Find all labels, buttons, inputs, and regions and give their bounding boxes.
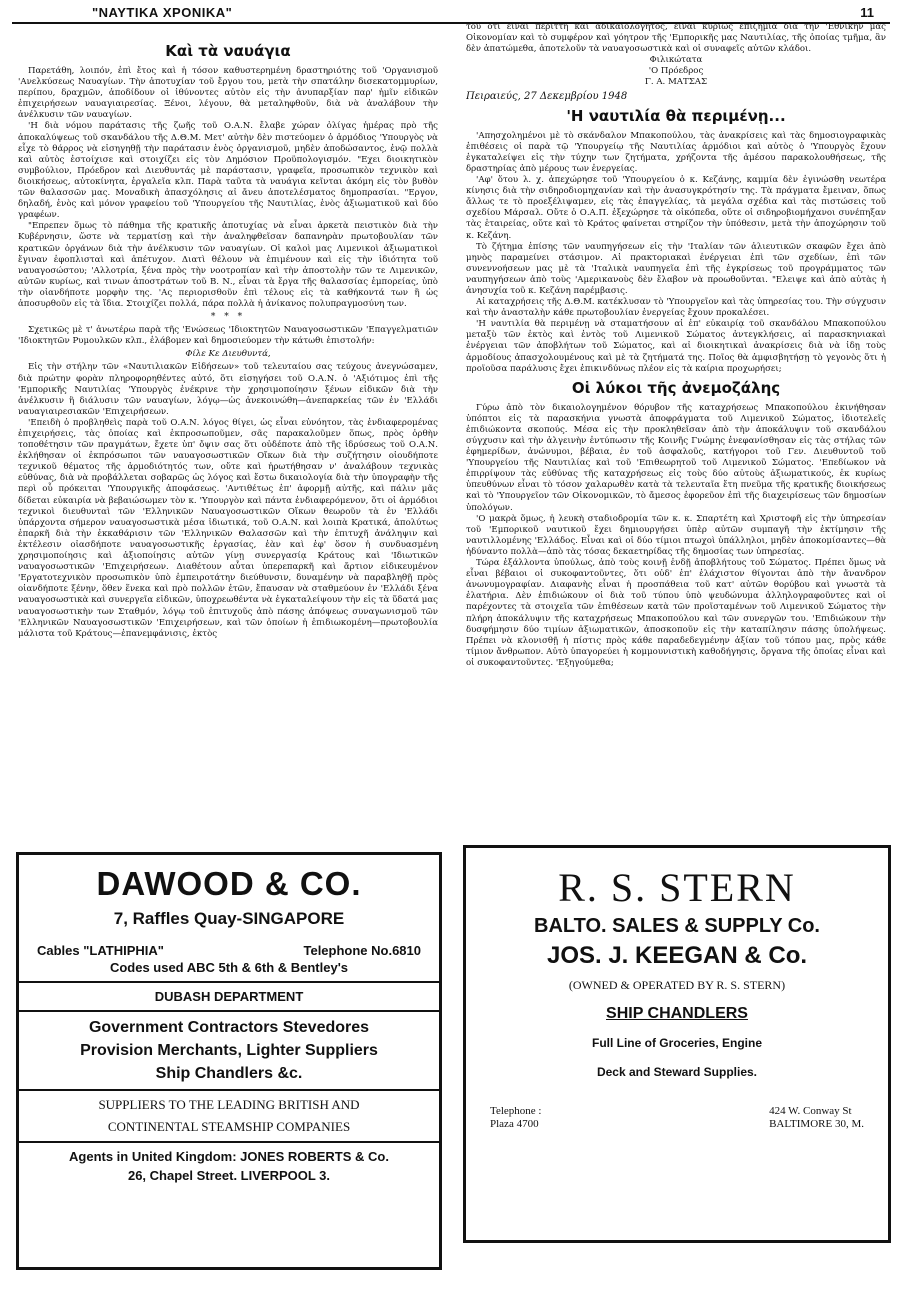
signatory-title: 'Ο Πρόεδρος	[648, 66, 704, 77]
page-header	[12, 2, 890, 24]
company-name: R. S. STERN	[558, 865, 796, 910]
article-paragraph: Τὸ ζήτημα ἐπίσης τῶν ναυπηγήσεων εἰς τὴν 'Ιταλίαν τῶν ἁλιευτικῶν σκαφῶν ἔχει ἀπὸ μηνὸς παραμείνει στάσιμον. Αἱ πρακτοριακαὶ ἐνέργειαι ἐπὶ τῶν σχεδίων, ἐπὶ τῶν συνεννοήσεων μας μὲ τὰ 'Ιταλικὰ ναυπηγεῖα ἐπὶ τῆς ἐγκρίσεως τοῦ προγράμματος τῶν ναυπηγήσεων ἀπὸ τοὺς 'Αμερικανοὺς δὲν ἔλαβον νὰ προωθοῦνται. "Ελειψε καὶ ἀπὸ αὐτὰς ἡ ἀνησυχία τοῦ κ. Κεζάνη παρέμβασις.	[466, 241, 886, 296]
stern-advertisement	[463, 845, 891, 1243]
suppliers-line: CONTINENTAL STEAMSHIP COMPANIES	[107, 1119, 351, 1134]
contact-footer	[466, 1105, 888, 1131]
article-paragraph: 'Απησχολημένοι μὲ τὸ σκάνδαλον Μπακοπούλου, τὰς ἀνακρίσεις καὶ τὰς δημοσιογραφικὰς ἐπιθέσεις οἱ παρὰ τῷ 'Υπουργείῳ τῆς Ναυτιλίας ἁρμόδιοι καὶ αὐτὸς ὁ 'Υπουργὸς ἔχουν ἐγκαταλείψει εἰς τὴν τύχην των ζητήματα, χρήζοντα τῆς ἀμέσου παρακολουθήσεως, τῆς δραστηρίας ἀπὸ μέρους των ἐνεργείας.	[466, 130, 886, 174]
article-paragraph: 'Ο μακρὰ ὅμως, ἡ λευκὴ σταδιοδρομία τῶν κ. κ. Σπαρτέτη καὶ Χριστοφῆ εἰς τὴν ὑπηρεσίαν τοῦ 'Εμπορικοῦ ναυτικοῦ ἔχει δημιουργήσει ὑπὲρ αὐτῶν συμπαγῆ τὴν ἐκτίμησιν τῆς ναυτιλλομένης 'Ελλάδος. Εἶναι καὶ οἱ δύο τίμιοι πτωχοὶ ὑπάλληλοι, μηδὲν ἀποκομίσαντες—θὰ ἠδύναντο πολλὰ—ἀπὸ τὰς τόσας δεκαετηρίδας τῆς δημοσίας των ὑπηρεσίας.	[466, 513, 886, 557]
service-line: Deck and Steward Supplies.	[596, 1065, 758, 1079]
company-line: JOS. J. KEEGAN & Co.	[546, 942, 808, 969]
codes-used: Codes used ABC 5th & 6th & Bentley's	[109, 960, 349, 975]
article-paragraph: "Επρεπεν ὅμως τὸ πάθημα τῆς κρατικῆς ἀποτυχίας νὰ εἶναι ἀρκετὰ πειστικὸν διὰ τὴν Κυβέρνησιν, ὥστε νὰ τερματίσῃ καὶ τὴν ἀναληφθεῖσαν δαπανηρὰν πρωτοβουλίαν τῶν κρατικῶν ὀργάνων διὰ τὴν ἀνέλκυσιν τῶν ναυαγίων. Οἱ καλοὶ μας Λιμενικοὶ ἀξιωματικοὶ ἔγιναν ἐφοπλισταὶ καὶ ἀπέτυχον. Διατὶ θέλουν νὰ ἐπιμένουν καὶ εἰς τὴν ἰδιότητα τοῦ ναυαγοσώστου; 'Αλλοτρία, ξένα πρὸς τὴν νοοτροπίαν καὶ τὴν ἀποστολὴν τῶν τε Λιμενικῶν, αὐτῶν κυρίως, καὶ τινων ἀποστράτων τοῦ Β. Ν., εἶναι τὰ ἔργα τῆς θαλασσίας ἐμπορείας, ὑπὸ τὴν οἱανδήποτε μορφὴν της. 'Ας περιορισθοῦν ἐπὶ τέλους εἰς τὰ καθήκοντά των ἢ ὡς ἀποσυρθοῦν εἰς τὰ ἴδια. Στοιχίζει πολλά, πάρα πολλὰ ἡ ἀνίκανος πολυπραγμοσύνη των.	[18, 221, 438, 309]
telephone-number: Plaza 4700	[490, 1118, 539, 1130]
city-address: BALTIMORE 30, M.	[769, 1118, 864, 1130]
address-block	[769, 1105, 864, 1131]
agents-line: Agents in United Kingdom: JONES ROBERTS & Co.	[69, 1149, 389, 1164]
street-address: 424 W. Conway St	[769, 1105, 852, 1117]
divider	[19, 981, 439, 983]
service-line: Full Line of Groceries, Engine	[591, 1036, 763, 1050]
service-line: Government Contractors Stevedores	[88, 1019, 370, 1036]
service-heading: SHIP CHANDLERS	[606, 1005, 748, 1022]
company-name: DAWOOD & CO.	[96, 865, 362, 902]
letter-closing: Φιλικώτατα	[649, 55, 703, 66]
letter-intro: Σχετικῶς μὲ τ' ἀνωτέρω παρὰ τῆς 'Ενώσεως 'Ιδιοκτητῶν Ναυαγοσωστικῶν 'Επαγγελματιῶν 'Ιδιοκτητῶν Ρυμουλκῶν κλπ., ἐλάβομεν καὶ δημοσιεύομεν τὴν κάτωθι ἐπιστολήν:	[18, 325, 438, 347]
telephone-label: Telephone :	[490, 1105, 542, 1117]
suppliers-line: SUPPLIERS TO THE LEADING BRITISH AND	[98, 1097, 360, 1112]
agents-address: 26, Chapel Street. LIVERPOOL 3.	[127, 1168, 331, 1183]
article-headline: Καὶ τὰ ναυάγια	[165, 42, 291, 60]
contact-row	[19, 943, 439, 958]
section-separator: * * *	[210, 312, 246, 323]
article-headline: 'Η ναυτιλία θὰ περιμένῃ...	[566, 106, 786, 125]
service-line: Provision Merchants, Lighter Suppliers	[80, 1042, 378, 1059]
article-paragraph: 'Η ναυτιλία θὰ περιμένῃ νὰ σταματήσουν αἱ ἐπ' εὐκαιρίᾳ τοῦ σκανδάλου Μπακοπούλου μεταξὺ τῶν ἐκτὸς καὶ ἐντὸς τοῦ Λιμενικοῦ Σώματος ἀντεγκλήσεις, αἱ παρασκηνιακαὶ ἐνέργειαι τῶν ἀποβλήτων τοῦ Σώματος, καὶ αἱ διοικητικαὶ ἀνακρίσεις διὰ νὰ ἰδῃ τοὺς ἁρμοδίους ἀπασχολουμένους καὶ μὲ τὰ ζητήματά της. Ποῖος θὰ ἀμφισβητήσῃ τὸ γεγονὸς ὅτι ἡ προϊοῦσα παράλυσις ἔχει ἐπικινδύνως πλέον εἰς τὰ καίρια προχωρήσει;	[466, 319, 886, 374]
telephone-number: Telephone No.6810	[303, 943, 421, 958]
article-paragraph: 'Αφ' ὅτου λ. χ. ἀπεχώρησε τοῦ 'Υπουργείου ὁ κ. Κεζάνης, καμμία δὲν ἐγινώσθη νεωτέρα κίνησις διὰ τὴν σιδηροδιομηχανίαν καὶ τὴν ἀνασυγκρότησίν της. Τὰ πράγματα ἔμειναν, ὅπως ἄλλως τε τὸ προεξέλιψαμεν, εἰς τὰς ἐπαγγελίας, τὰ μεγάλα σχέδια καὶ τὰς πιστώσεις τοῦ σχεδίου Μάρσαλ. Οὔτε ὁ Ο.Α.Π. ἐξεχώρησε τὰ οἰκόπεδα, οὔτε οἱ σιδηροβιομήχανοι συνέπηξαν τὰς ἑταιρείας, οὔτε καὶ τὸ Κράτος φαίνεται στηρίζον τὴν ὑπόθεσιν, μετὰ τὴν ἀποχώρησιν τοῦ κ. Κεζάνη.	[466, 175, 886, 241]
dawood-advertisement	[16, 852, 442, 1270]
telephone-block	[490, 1105, 541, 1131]
article-paragraph: Αἱ καταχρήσεις τῆς Δ.Θ.Μ. κατέκλυσαν τὸ 'Υπουργεῖον καὶ τὰς ὑπηρεσίας του. Τὴν σύγχυσιν καὶ τὴν ἀνασταλὴν κάθε πρωτοβουλίαν ἐνεργείας ἔχουν προκαλέσει.	[466, 297, 886, 319]
company-address: 7, Raffles Quay-SINGAPORE	[113, 909, 345, 928]
divider	[19, 1089, 439, 1091]
page-number: 11	[860, 5, 874, 20]
article-paragraph: Παρετάθη, λοιπόν, ἐπὶ ἔτος καὶ ἡ τόσον καθυστερημένη δραστηριότης τοῦ 'Οργανισμοῦ 'Ανελκύσεως Ναυαγίων. Τὴν ἀποτυχίαν τοῦ ἔργου του, μετὰ τὴν σπατάλην δισεκατομμυρίων, περίπου, δραχμῶν, ἀποδίδουν οἱ ἰθύνοντες αὐτὸν εἰς τὴν ἀνυπαρξίαν παρ' ἡμῖν εἰδικῶν ἐπιχειρήσεων ναυαγιαιρεσίας. Ξένοι, λέγουν, θὰ μεταληφθοῦν, διὰ νὰ ἀναλάβουν τὴν ἀνέλκυσιν τῶν ναυαγίων.	[18, 66, 438, 121]
left-column	[18, 38, 438, 848]
letter-salutation: Φίλε Κε Διευθυντά,	[185, 349, 271, 360]
article-paragraph: Γύρω ἀπὸ τὸν δικαιολογημένον θόρυβον τῆς καταχρήσεως Μπακοπούλου ἐκινήθησαν ὑπόπτοι εἰς τὰ παρασκήνια γνωστὰ ἀποφράγματα τοῦ Λιμενικοῦ Σώματος, ἰδιοτελεῖς ἐπιδιώκοντα σκοπούς. Μέσα εἰς τὴν προκληθεῖσαν ἀπὸ τὴν ἀποκάλυψιν τοῦ σκανδάλου σύγχυσιν καὶ τὴν ἀλγεινὴν ἐντύπωσιν τῆς Κοινῆς Γνώμης ἐνεφανίσθησαν εἰς τὰς στήλας τῶν ἐφημερίδων, ἀνώνυμοι, βέβαια, ἐν τοῦ ἀσφαλοῦς, κατήγοροι τοῦ Γεν. Διευθυντοῦ τοῦ 'Υπουργείου τῆς Ναυτιλίας καὶ τοῦ 'Επιθεωρητοῦ τοῦ Λιμενικοῦ Σώματος. 'Επεδίωκον νὰ ἐπιρρίψουν τὰς εὐθύνας τῆς καταχρήσεως εἰς τοὺς δύο αὐτοὺς ἀξιωματικούς, ἐκ κυρίως ὑπευθύνων εἶναι τὸ τόσον χαλαρωθὲν κατὰ τὰ τελευταῖα ἔτη πνεῦμα τῆς κρατικῆς διοικήσεως καὶ τὸ 'Υπουργεῖον τῶν Οἰκονομικῶν, τὸ ἄμεσος ἐφορεῦον ἐπὶ τῆς διαχειρίσεως τῶν δημοσίων ὑπολόγων.	[466, 402, 886, 513]
letter-date: Πειραιεύς, 27 Δεκεμβρίου 1948	[466, 90, 628, 102]
letter-continuation: τοῦ ὅτι εἶναι περιττὴ καὶ ἀδικαιολόγητος, εἶναι κυρίως ἐπιζημία διὰ τὴν 'Εθνικὴν μας Οἰκονομίαν καὶ τὸ συμφέρον καὶ γόητρον τῆς 'Εμπορικῆς μας Ναυτιλίας, τῆς ὁποίας τμῆμα, ἂν δὲν ἀπατώμεθα, ἀποτελοῦν τὰ ναυαγοσωστικὰ καὶ οἱ συναφεῖς αὐτῶν κλάδοι.	[466, 22, 886, 55]
article-headline: Οἱ λύκοι τῆς ἀνεμοζάλης	[571, 378, 781, 397]
divider	[19, 1010, 439, 1012]
newspaper-title: "ΝΑΥΤΙΚΑ ΧΡΟΝΙΚΑ"	[92, 5, 233, 20]
article-paragraph: 'Η διὰ νόμου παράτασις τῆς ζωῆς τοῦ Ο.Α.Ν. ἔλαβε χώραν ὀλίγας ἡμέρας πρὸ τῆς ἀποκαλύψεως τοῦ σκανδάλου τῆς Δ.Θ.Μ. Μετ' αὐτὴν δὲν πιστεύομεν ὁ ἁρμόδιος 'Υπουργὸς νὰ εἶχε τὸ θάρρος νὰ εἰσηγηθῇ τὴν παράτασιν ἑνὸς ὀργανισμοῦ, μηδὲν ἀποδώσαντος, ἐνῷ πολλὰ καὶ αὐτὸς ἐστοίχισε καὶ στοιχίζει εἰς τὸν Δημόσιον Προϋπολογισμόν. "Εχει διοικητικὸν συμβούλιον, Πρόεδρον καὶ Διευθυντάς μὲ παράστασιν, γραφεῖα, προσωπικὸν τεχνικὸν καὶ διοικήσεως, αὐτοκίνητα, ἐργαλεῖα κλπ. Παρὰ ταῦτα τὰ ναυάγια κεῖνται ἀκόμη εἰς τὸν βυθὸν τῶν θαλασσῶν μας. Μοναδικὴ ἀπασχόλησις αἱ ἄνευ ἀποτελέσματος δημοπρασίαι. "Εργον, δηλαδή, ἑνὸς καὶ μόνον γραφείου τοῦ 'Υπουργείου τῆς Ναυτιλίας, ἑνὸς ἀξιωματικοῦ καὶ δύο γραφέων.	[18, 121, 438, 221]
service-line: Ship Chandlers &c.	[155, 1065, 303, 1082]
cables-address: Cables "LATHIPHIA"	[37, 943, 164, 958]
divider	[19, 1141, 439, 1143]
signatory-name: Γ. Α. ΜΑΤΣΑΣ	[644, 77, 708, 88]
letter-paragraph: 'Επειδὴ ὁ προβληθεὶς παρὰ τοῦ Ο.Α.Ν. λόγος θίγει, ὡς εἶναι εὐνόητον, τὰς ἐνδιαφερομένας ἐπιχειρήσεις, τὰς ὁποίας καὶ ἐκπροσωποῦμεν, σᾶς παρακαλοῦμεν ὅπως, πρὸς ὀρθὴν τοποθέτησιν τῶν πραγμάτων, ἔχετε ὑπ' ὄψιν σας ὅτι οὐδέποτε ἀπὸ τῆς ἱδρύσεως τοῦ Ο.Α.Ν. ἐκλήθησαν οἱ ἐκπρόσωποι τῶν ναυαγοσωστικῶν Οἴκων διὰ τὴν συζήτησιν οἱουδήποτε τεχνικοῦ θέματος τῆς ἁρμοδιότητός των, οὔτε καὶ ἠρωτήθησαν ν' ἀναλάβουν τεχνικὰς εὐθύνας, διὰ νὰ προβάλλεται σοβαρῶς ὡς λόγος καὶ ἔστω δικαιολογία διὰ τὴν ὑπογραφὴν τῆς περὶ οὗ πρόκειται 'Υπουργικῆς ἀποφάσεως. 'Αντιθέτως ἐπ' ἀφορμῇ αὐτῆς, καὶ πάλιν μᾶς δίδεται εὐκαιρία νὰ βεβαιώσωμεν τὸν κ. 'Υπουργὸν καὶ πάντα ἐνδιαφερόμενον, ὅτι οἱ ἁρμόδιοι τεχνικοὶ διευθυνταὶ τῶν 'Ελληνικῶν Ναυαγοσωστικῶν Οἴκων θεωροῦν τὰ ἐν 'Ελλάδι ὑπάρχοντα σήμερον ναυαγοσωστικὰ μέσα ἰδιωτικά, τοῦ Ο.Α.Ν. καὶ λοιπὰ Κρατικά, ἀπολύτως ἐπαρκῆ διὰ τὴν ἐκκαθάρισιν τῶν 'Ελληνικῶν Θαλασσῶν καὶ τὴν ἐπιτυχῆ ἀνάληψιν καὶ ἐκτέλεσιν οἱασδήποτε ναυαγοσωστικῆς ἐργασίας, ἐὰν καὶ ἐφ' ὅσον ἡ συνδυασμένη χρησιμοποίησις καὶ ἀξιοποίησις αὐτῶν γίνῃ συνεργασίᾳ Κράτους καὶ 'Ιδιωτικῶν ναυαγοσωστικῶν 'Επιχειρήσεων. Διαθέτουν αὗται ὑπερεπαρκῆ καὶ ἄρτιον εἰδικευμένον 'Εργατοτεχνικὸν προσωπικὸν ὑπὸ ἐμπειροτάτην διεύθυνσιν, δυναμένην νὰ παραβληθῇ πρὸς οἱανδήποτε ξένην, ὅθεν ἕνεκα καὶ πρὸ πολλῶν ἐτῶν, ἔπαυσαν νὰ σταθμεύουν ἐν 'Ελλάδι ξένα ναυαγοσωστικὰ καὶ συνεργεῖα εἰδικῶν, ὑποχρεωθέντα νὰ ἐγκαταλείψουν τὴν εἰς τὰ ὕδατά μας ναυαγοσωστικὴν των Σταθμόν, λόγῳ τοῦ ἐπιτυχοῦς ἀπὸ πάσης ἀπόψεως συναγωνισμοῦ τῶν 'Ελληνικῶν Ναυαγοσωστικῶν 'Επιχειρήσεων, καὶ τῶν ὁποίων ἡ ἐπιδιωκομένη—πρωτοβουλία μάλιστα τοῦ Κράτους—ἐπανεμφάνισις, ἐκτὸς	[18, 417, 438, 639]
department-name: DUBASH DEPARTMENT	[154, 989, 304, 1004]
ownership-line: (OWNED & OPERATED BY R. S. STERN)	[568, 978, 786, 992]
right-column	[466, 22, 886, 814]
article-paragraph: Τώρα ἐξάλλοντα ὑπούλως, ἀπὸ τοὺς κοινῇ ἐνδῇ ἀποβλήτους τοῦ Σώματος. Πρέπει ὅμως νὰ εἶναι βέβαιοι οἱ συκοφαντοῦντες, ὅτι οὐδ' ἐπ' ἐλάχιστον θίγονται ἀπὸ τὴν ἄνανδρον ἀνωνυμογραφίαν. Διαφανὴς εἶναι ἡ προσπάθεια τοῦ κατ' αὐτῶν θορύβου καὶ γνωστὰ τὰ ἐλατήρια. Δὲν ἐπιδιώκουν οἱ διὰ τοῦ τύπου ὑπὸ ψευδώνυμα ἀλληλογραφοῦντες καὶ οἱ παρέχοντες τὰ στοιχεῖα τῶν ἐπιθέσεων κατὰ τῶν προϊσταμένων τοῦ Λιμενικοῦ Σώματος τὴν πλήρη ἀποκάλυψιν τῆς καταχρήσεως Μπακοπούλου καὶ τῶν συνεργῶν του. 'Επιδιώκουν τὴν δυσφήμησιν δύο τιμίων ἀξιωματικῶν, ἀποσκοποῦν εἰς τὴν καταπίλησιν πάσης ὑπολήψεως. Πρέπει νὰ κλονισθῇ ἡ πίστις πρὸς κάθε παραδεδεγμένην ἀξίαν τοῦ τόπου μας, πρὸς κάθε τίμιον ἄνθρωπον. Αὐτὸ ὑπαγορεύει ἡ κομμουνιστικὴ καθοδήγησις, ὄργανα τῆς ὁποίας εἶναι καὶ οἱ συκοφαντοῦντες. 'Εξηγούμεθα;	[466, 558, 886, 668]
company-line: BALTO. SALES & SUPPLY Co.	[534, 915, 820, 937]
letter-paragraph: Εἰς τὴν στήλην τῶν «Ναυτιλιακῶν Εἰδήσεων» τοῦ τελευταίου σας τεύχους ἀνεγνώσαμεν, διὰ πρώτην φορὰν πληροφορηθέντες αὐτό, ὅτι εἰσηγήσει τοῦ Ο.Α.Ν. ὁ 'Αξιότιμος ἐπὶ τῆς 'Εμπορικῆς Ναυτιλίας 'Υπουργὸς ἐνέκρινε τὴν χρησιμοποίησιν ξένων εἰδικῶν διὰ τὴν ἀνέλκυσιν ἢ διάλυσιν τῶν ναυαγίων, λόγῳ—ὡς ἀνεκοινώθη—ἀνεπαρκείας τῶν ἐν 'Ελλάδι ναυαγιαιρεσιακῶν 'Επιχειρήσεων.	[18, 362, 438, 417]
